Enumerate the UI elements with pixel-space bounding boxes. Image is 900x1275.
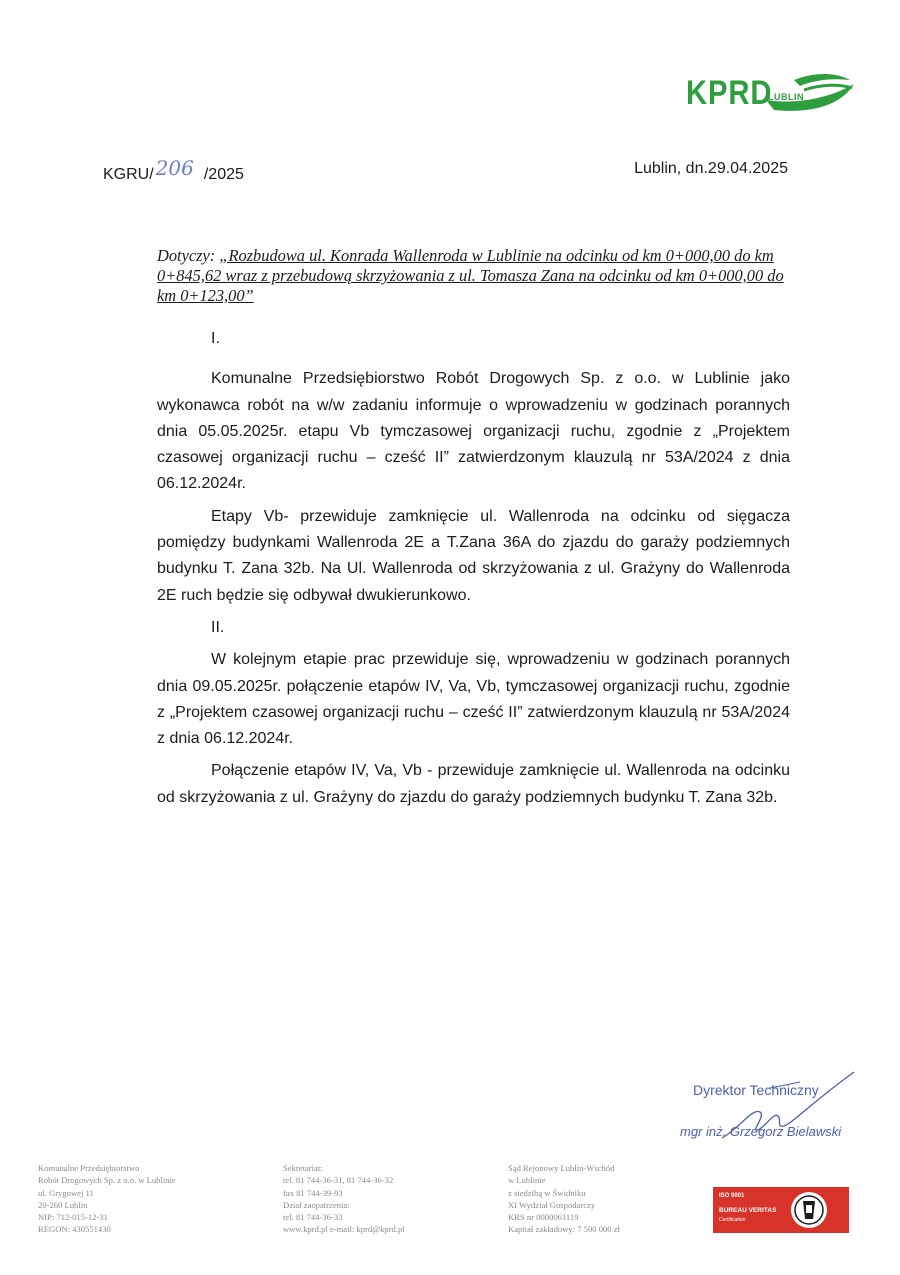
ref-handwritten-number: 206 [155,156,194,180]
logo-brand: KPRD [686,74,773,112]
signature-block [680,1068,860,1148]
footer-line: tel. 81 744-36-33 [283,1212,343,1223]
paragraph-1: Komunalne Przedsiębiorstwo Robót Drogowych Sp. z o.o. w Lublinie jako wykonawca robót na w/w zadaniu informuje o wprowadzeniu w godzinach porannych dnia 05.05.2025r. etapu Vb tymczasowej organizacji ruchu, zgodnie z „Projektem czasowej organizacji ruchu – cześć II” zatwierdzonym klauzulą nr 53A/2024 z dnia 06.12.2024r. [157,370,790,493]
ref-suffix: /2025 [203,166,244,183]
footer-registry-info [508,1162,620,1236]
footer-line: www.kprd.pl e-mail: kprd@kprd.pl [283,1224,405,1235]
footer-contact-info [283,1162,405,1236]
paragraph-2: Etapy Vb- przewiduje zamknięcie ul. Wallenroda na odcinku od sięgacza pomiędzy budynkami Wallenroda 2E a T.Zana 36A do zjazdu do garaży podziemnych budynku T. Zana 32b. Na Ul. Wallenroda od skrzyżowania z ul. Grażyny do Wallenroda 2E ruch będzie się odbywał dwukierunkowo. [157,507,790,604]
section-number-2: II. [211,618,225,636]
cert-line-3: Certification [719,1217,746,1223]
subject-label: Dotyczy: [157,246,216,265]
reference-number [103,156,244,184]
company-logo [686,70,858,116]
footer-line: KRS nr 0000061119 [508,1212,579,1223]
subject-line [157,246,797,306]
footer-line: Sekretariat: [283,1163,323,1173]
place-date: Lublin, dn.29.04.2025 [634,160,788,177]
footer-line: Dział zaopatrzenia: [283,1199,350,1210]
signature-name: mgr inż. Grzegorz Bielawski [680,1124,842,1139]
certification-badge [713,1187,849,1233]
letter-body [157,326,790,811]
footer-line: REGON: 430551430 [38,1224,111,1235]
cert-line-1: ISO 9001 [719,1193,745,1199]
footer-line: fax 81 744-39-93 [283,1187,343,1198]
bureau-veritas-emblem-icon [789,1187,849,1233]
cert-label-box [713,1187,789,1233]
footer-line: Kapitał zakładowy: 7 500 000 zł [508,1224,620,1235]
footer-line: NIP: 712-015-12-31 [38,1212,108,1223]
subject-text: „Rozbudowa ul. Konrada Wallenroda w Lublinie na odcinku od km 0+000,00 do km 0+845,62 wraz z przebudową skrzyżowania z ul. Tomasza Zana na odcinku od km 0+000,00 do km 0+123,00” [157,246,784,305]
footer-line: w Lublinie [508,1175,546,1186]
footer-line: Komunalne Przedsiębiorstwo [38,1163,140,1173]
footer-line: z siedzibą w Świdniku [508,1187,586,1198]
section-number-1: I. [211,330,220,347]
footer-line: ul. Grygowej 11 [38,1187,94,1198]
footer-line: Sąd Rejonowy Lublin-Wschód [508,1163,615,1173]
ref-prefix: KGRU/ [103,166,154,183]
footer-line: tel. 81 744-36-31, 81 744-36-32 [283,1175,394,1186]
footer-line: Robót Drogowych Sp. z o.o. w Lublinie [38,1175,176,1186]
logo-city: LUBLIN [768,92,804,102]
paragraph-4: Połączenie etapów IV, Va, Vb - przewiduje zamknięcie ul. Wallenroda na odcinku od skrzyżowania z ul. Grażyny do zjazdu do garaży podziemnych budynku T. Zana 32b. [157,762,790,806]
cert-line-2: BUREAU VERITAS [719,1207,777,1214]
footer-line: 20-260 Lublin [38,1199,88,1210]
signature-title: Dyrektor Techniczny [693,1082,819,1098]
paragraph-3: W kolejnym etapie prac przewiduje się, wprowadzeniu w godzinach porannych dnia 09.05.2025r. połączenie etapów IV, Va, Vb, tymczasowej organizacji ruchu, zgodnie z „Projektem czasowej organizacji ruchu – cześć II” zatwierdzonym klauzulą nr 53A/2024 z dnia 06.12.2024r. [157,651,790,748]
footer-line: XI Wydział Gospodarczy [508,1199,596,1210]
footer-company-info [38,1162,176,1236]
